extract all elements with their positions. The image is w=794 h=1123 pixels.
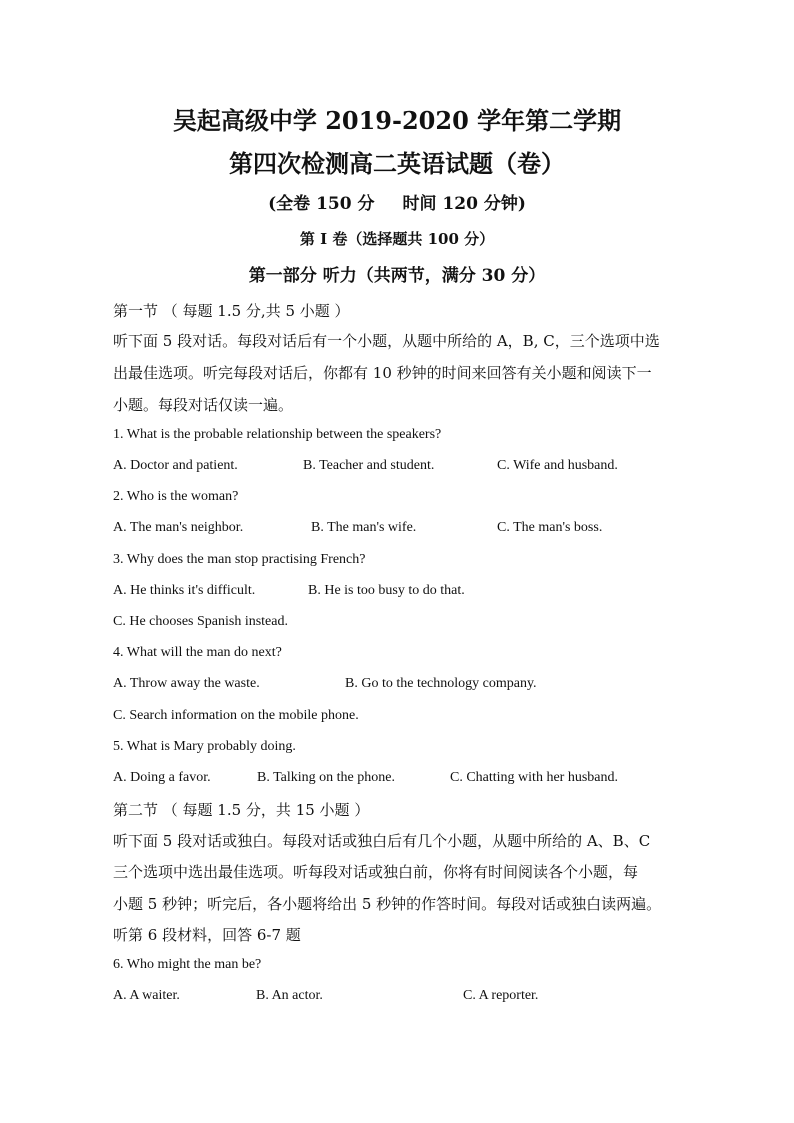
exam-score-time xyxy=(0,189,794,214)
question-stem: 4. What will the man do next? xyxy=(113,645,282,660)
exam-title-line1: 吴起高级中学 2019-2020 学年第二学期 xyxy=(172,106,622,135)
option-b: B. He is too busy to do that. xyxy=(308,583,465,598)
total-score: (全卷 150 分 xyxy=(268,194,375,214)
question-stem: 6. Who might the man be? xyxy=(113,957,262,972)
section1-instruction-line: 小题。每段对话仅读一遍。 xyxy=(113,396,294,414)
question-stem: 1. What is the probable relationship between the speakers? xyxy=(113,427,442,442)
option-a: A. He thinks it's difficult. xyxy=(113,583,256,598)
option-c: C. Chatting with her husband. xyxy=(450,770,618,785)
section1-instruction-line: 听下面 5 段对话。每段对话后有一个小题，从题中所给的 A，B, C，三个选项中选 xyxy=(113,332,660,350)
section2-heading: 第二节 （ 每题 1.5 分，共 15 小题 ） xyxy=(113,801,370,819)
exam-time: 时间 120 分钟) xyxy=(402,194,526,214)
option-a: A. The man's neighbor. xyxy=(113,520,244,535)
option-c: C. Wife and husband. xyxy=(497,458,618,473)
option-c: C. A reporter. xyxy=(463,988,539,1003)
option-a: A. Doing a favor. xyxy=(113,770,211,785)
volume-heading: 第 I 卷（选择题共 100 分） xyxy=(299,230,495,248)
option-c: C. He chooses Spanish instead. xyxy=(113,614,288,629)
exam-title-line2: 第四次检测高二英语试题（卷） xyxy=(229,149,565,178)
option-a: A. Doctor and patient. xyxy=(113,458,238,473)
option-c: C. The man's boss. xyxy=(497,520,603,535)
question-stem: 5. What is Mary probably doing. xyxy=(113,739,296,754)
question-stem: 3. Why does the man stop practising French? xyxy=(113,552,366,567)
option-a: A. Throw away the waste. xyxy=(113,676,260,691)
section2-instruction-line: 三个选项中选出最佳选项。听每段对话或独白前，你将有时间阅读各个小题，每 xyxy=(113,863,639,881)
material-note: 听第 6 段材料，回答 6-7 题 xyxy=(113,926,301,944)
question-stem: 2. Who is the woman? xyxy=(113,489,239,504)
option-b: B. Go to the technology company. xyxy=(345,676,537,691)
section2-instruction-line: 听下面 5 段对话或独白。每段对话或独白后有几个小题，从题中所给的 A、B、C xyxy=(113,832,651,850)
option-a: A. A waiter. xyxy=(113,988,180,1003)
option-c: C. Search information on the mobile phone. xyxy=(113,708,359,723)
option-b: B. An actor. xyxy=(256,988,323,1003)
section1-instruction-line: 出最佳选项。听完每段对话后，你都有 10 秒钟的时间来回答有关小题和阅读下一 xyxy=(113,364,652,382)
part-heading: 第一部分 听力（共两节，满分 30 分） xyxy=(248,266,546,286)
option-b: B. Teacher and student. xyxy=(303,458,435,473)
section2-instruction-line: 小题 5 秒钟；听完后，各小题将给出 5 秒钟的作答时间。每段对话或独白读两遍。 xyxy=(113,895,662,913)
option-b: B. Talking on the phone. xyxy=(257,770,395,785)
section1-heading: 第一节 （ 每题 1.5 分,共 5 小题 ） xyxy=(113,302,350,320)
option-b: B. The man's wife. xyxy=(311,520,417,535)
